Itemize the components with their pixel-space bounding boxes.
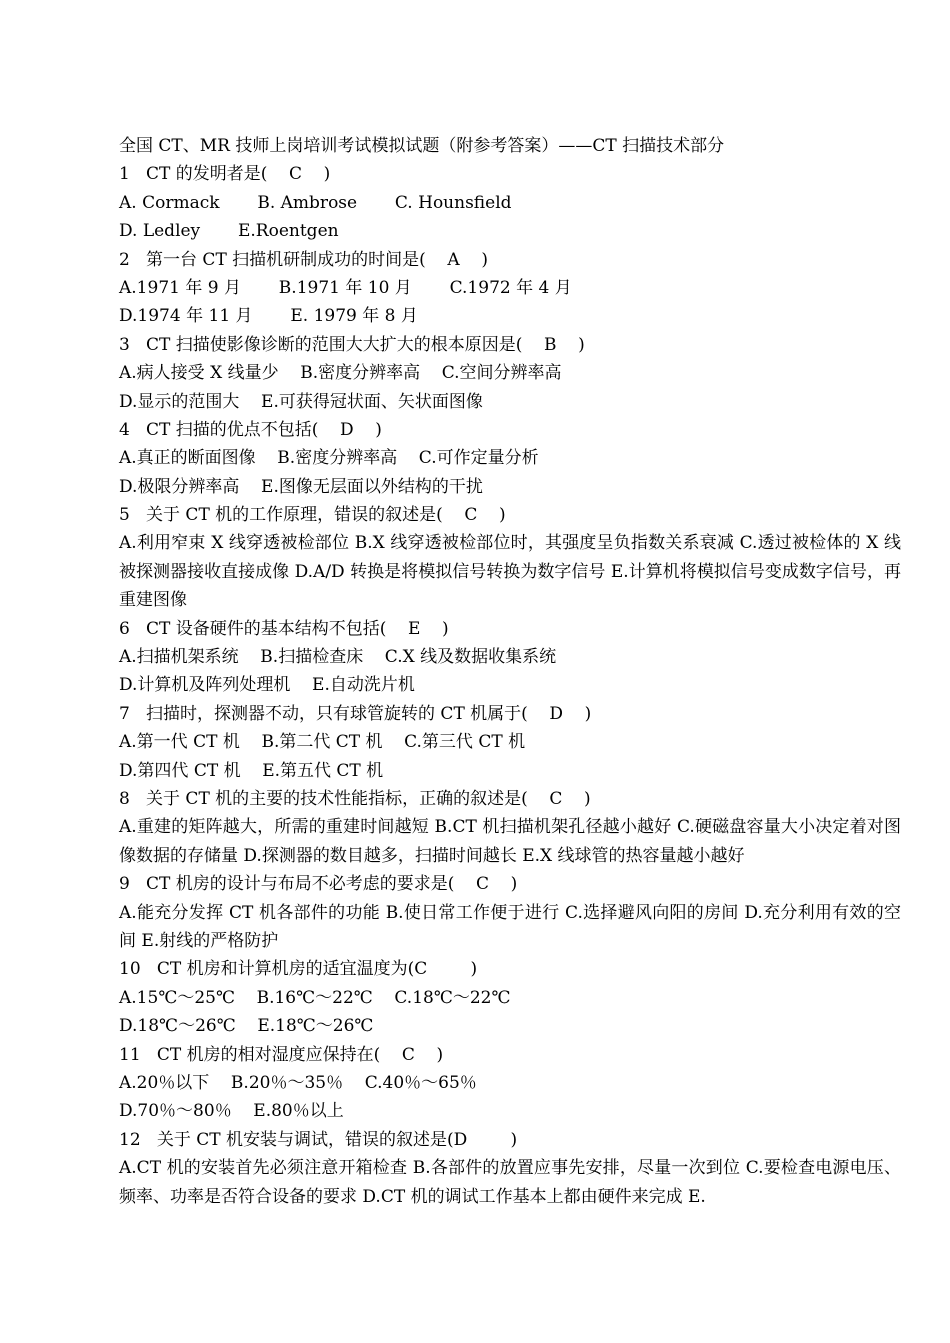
- question-4-stem: 4 CT 扫描的优点不包括( D ): [119, 419, 382, 440]
- question-7-options-d-e: D.第四代 CT 机 E.第五代 CT 机: [119, 760, 384, 781]
- question-6-stem: 6 CT 设备硬件的基本结构不包括( E ): [119, 618, 449, 639]
- question-1-options-a-c: A. Cormack B. Ambrose C. Hounsfield: [119, 192, 512, 213]
- question-4-options-d-e: D.极限分辨率高 E.图像无层面以外结构的干扰: [119, 476, 483, 497]
- question-11-stem: 11 CT 机房的相对湿度应保持在( C ): [119, 1044, 444, 1065]
- document-body: [119, 132, 901, 1211]
- question-2-options-d-e: D.1974 年 11 月 E. 1979 年 8 月: [119, 306, 418, 327]
- question-10-options-a-c: A.15℃～25℃ B.16℃～22℃ C.18℃～22℃: [119, 987, 511, 1008]
- question-9-options: A.能充分发挥 CT 机各部件的功能 B.使日常工作便于进行 C.选择避风向阳的房间 D.充分利用有效的空间 E.射线的严格防护: [119, 902, 901, 952]
- question-10-stem: 10 CT 机房和计算机房的适宜温度为(C ): [119, 959, 478, 980]
- question-2-stem: 2 第一台 CT 扫描机研制成功的时间是( A ): [119, 249, 488, 270]
- question-4-options-a-c: A.真正的断面图像 B.密度分辨率高 C.可作定量分析: [119, 448, 539, 469]
- question-7-stem: 7 扫描时，探测器不动，只有球管旋转的 CT 机属于( D ): [119, 703, 592, 724]
- question-11-options-d-e: D.70％～80％ E.80％以上: [119, 1101, 344, 1122]
- document-title: 全国 CT、MR 技师上岗培训考试模拟试题（附参考答案）——CT 扫描技术部分: [119, 136, 725, 156]
- question-9-stem: 9 CT 机房的设计与布局不必考虑的要求是( C ): [119, 874, 518, 895]
- question-10-options-d-e: D.18℃～26℃ E.18℃～26℃: [119, 1016, 374, 1037]
- question-2-options-a-c: A.1971 年 9 月 B.1971 年 10 月 C.1972 年 4 月: [119, 277, 572, 298]
- question-3-options-d-e: D.显示的范围大 E.可获得冠状面、矢状面图像: [119, 391, 483, 412]
- question-7-options-a-c: A.第一代 CT 机 B.第二代 CT 机 C.第三代 CT 机: [119, 732, 526, 753]
- question-12-options: A.CT 机的安装首先必须注意开箱检查 B.各部件的放置应事先安排，尽量一次到位 C.要检查电源电压、频率、功率是否符合设备的要求 D.CT 机的调试工作基本上都由硬件来完成 E.: [119, 1158, 901, 1207]
- question-1-stem: 1 CT 的发明者是( C ): [119, 164, 331, 185]
- question-12-stem: 12 关于 CT 机安装与调试，错误的叙述是(D ): [119, 1129, 518, 1150]
- question-6-options-a-c: A.扫描机架系统 B.扫描检查床 C.X 线及数据收集系统: [119, 647, 557, 668]
- question-3-options-a-c: A.病人接受 X 线量少 B.密度分辨率高 C.空间分辨率高: [119, 363, 562, 384]
- question-8-options: A.重建的矩阵越大，所需的重建时间越短 B.CT 机扫描机架孔径越小越好 C.硬磁盘容量大小决定着对图像数据的存储量 D.探测器的数目越多，扫描时间越长 E.X 线球管的热容量越小越好: [119, 817, 901, 866]
- question-8-stem: 8 关于 CT 机的主要的技术性能指标，正确的叙述是( C ): [119, 789, 591, 810]
- question-5-stem: 5 关于 CT 机的工作原理，错误的叙述是( C ): [119, 505, 506, 526]
- question-3-stem: 3 CT 扫描使影像诊断的范围大大扩大的根本原因是( B ): [119, 334, 585, 355]
- question-5-options: A.利用窄束 X 线穿透被检部位 B.X 线穿透被检部位时，其强度呈负指数关系衰减 C.透过被检体的 X 线被探测器接收直接成像 D.A/D 转换是将模拟信号转换为数字信号 E.计算机将模拟信号变成数字信号，再重建图像: [119, 533, 901, 611]
- question-6-options-d-e: D.计算机及阵列处理机 E.自动洗片机: [119, 675, 415, 696]
- question-11-options-a-c: A.20％以下 B.20％～35％ C.40％～65％: [119, 1073, 477, 1093]
- question-1-options-d-e: D. Ledley E.Roentgen: [119, 221, 339, 242]
